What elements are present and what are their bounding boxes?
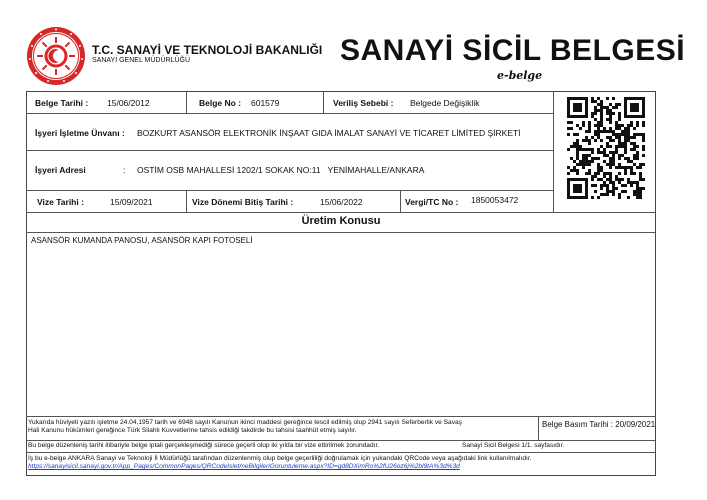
adres-separator: : <box>123 165 126 175</box>
legal-text-line2: Hali Kanunu hükümleri gereğince Türk Silahlı Kuvvetlerine tahsis edildiği takdirde bu tahsisi taahhüt etmiş sayılır. <box>28 427 357 434</box>
vize-tarihi-value: 15/09/2021 <box>110 197 153 207</box>
unvan-label: İşyeri İşletme Ünvanı : <box>35 128 125 138</box>
verify-link[interactable]: https://sanayisicil.sanayi.gov.tr/App_Pages/CommonPages/QRCodeIsletmeBilgileriGoruntuleme.aspx?ID=gd8DXimRo%2fU26oz6j%2bl9tA%3d%3d <box>28 463 460 470</box>
ministry-name: T.C. SANAYİ VE TEKNOLOJİ BAKANLIĞI <box>92 43 323 57</box>
page-info: Sanayi Sicil Belgesi 1/1. sayfasıdır. <box>462 442 565 449</box>
belge-no-value: 601579 <box>251 98 280 108</box>
legal-text-line1: Yukarıda hüviyeti yazılı işletme 24.04.1957 tarih ve 6948 sayılı Kanunun ikinci maddesi gereğince tescil edilmiş olup 2941 sayılı Seferberlik ve Savaş <box>28 419 462 426</box>
adres-value: OSTİM OSB MAHALLESİ 1202/1 SOKAK NO:11 YENİMAHALLE/ANKARA <box>137 165 425 175</box>
vergi-no-value: 1850053472 <box>471 195 519 205</box>
belge-tarihi-label: Belge Tarihi : <box>35 98 89 108</box>
verilis-sebebi-value: Belgede Değişiklik <box>410 98 480 108</box>
vize-bitis-label: Vize Dönemi Bitiş Tarihi : <box>192 197 294 207</box>
basim-tarihi: Belge Basım Tarihi : 20/09/2021 <box>542 420 656 429</box>
validity-note: Bu belge düzenleniş tarihi itibariyle belge iptali gerçekleşmediği sürece geçerli olup iki yılda bir vize ettirilmek zorundadır. <box>28 442 380 449</box>
uretim-heading: Üretim Konusu <box>301 215 381 227</box>
unvan-value: BOZKURT ASANSÖR ELEKTRONİK İNŞAAT GIDA İMALAT SANAYİ VE TİCARET LİMİTED ŞİRKETİ <box>137 128 521 138</box>
vize-bitis-value: 15/06/2022 <box>320 197 363 207</box>
belge-tarihi-value: 15/06/2012 <box>107 98 150 108</box>
header <box>0 0 707 90</box>
belge-no-label: Belge No : <box>199 98 242 108</box>
document-subtitle: e-belge <box>497 69 543 82</box>
vize-tarihi-label: Vize Tarihi : <box>37 197 84 207</box>
document-title: SANAYİ SİCİL BELGESİ <box>340 34 686 67</box>
ministry-seal-icon <box>26 26 86 86</box>
adres-label: İşyeri Adresi <box>35 165 86 175</box>
verify-text: İş bu e-belge ANKARA Sanayi ve Teknoloji İl Müdürlüğü tarafından düzenlenmiş olup belge geçerliliği doğrulamak için yukarıdaki QRCode veya aşağıdaki link kullanılmalıdır. <box>28 455 532 462</box>
directorate-name: SANAYİ GENEL MÜDÜRLÜĞÜ <box>92 57 191 64</box>
qr-code-icon[interactable] <box>567 97 645 199</box>
uretim-content: ASANSÖR KUMANDA PANOSU, ASANSÖR KAPI FOTOSELİ <box>31 236 253 245</box>
verilis-sebebi-label: Veriliş Sebebi : <box>333 98 394 108</box>
vergi-no-label: Vergi/TC No : <box>405 197 459 207</box>
